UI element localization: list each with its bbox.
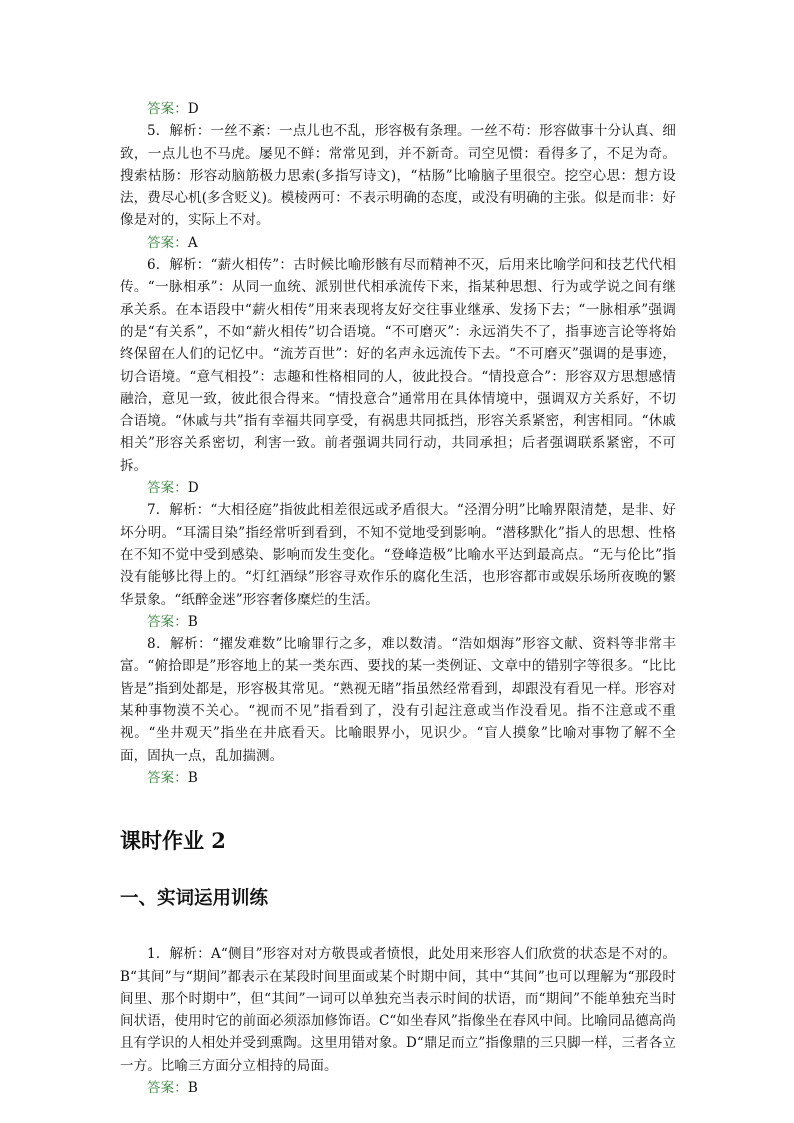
answer-line [120,767,676,789]
answer-value: A [187,234,198,251]
explanation-paragraph: 5．解析：一丝不紊：一点儿也不乱，形容极有条理。一丝不苟：形容做事十分认真、细致，一点儿也不马虎。屡见不鲜：常常见到，并不新奇。司空见惯：看得多了，不足为奇。搜索枯肠：形容动脑筋极力思索(多指写诗文)，“枯肠”比喻脑子里很空。挖空心思：想方设法，费尽心机(多含贬义)。模棱两可：不表示明确的态度，或没有明确的主张。似是而非：好像是对的，实际上不对。 [120,123,676,229]
answer-label: 答案： [147,480,188,497]
answer-value: B [187,613,198,630]
answer-label: 答案： [147,1079,188,1096]
explanation-paragraph: 1．解析：A“侧目”形容对对方敬畏或者愤恨，此处用来形容人们欣赏的状态是不对的。B“其间”与“期间”都表示在某段时间里面或某个时期中间，其中“其间”也可以理解为“那段时间里、那个时期中”，但“其间”一词可以单独充当表示时间的状语，而“期间”不能单独充当时间状语，使用时它的前面必须添加修饰语。C“如坐春风”指像坐在春风中间。比喻同品德高尚且有学识的人相处并受到熏陶。这里用错对象。D“鼎足而立”指像鼎的三只脚一样，三者各立一方。比喻三方面分立相持的局面。 [120,946,676,1074]
answer-line [120,98,676,120]
answer-value: B [187,769,198,786]
answer-label: 答案： [147,234,188,251]
section-heading: 一、实词运用训练 [120,888,269,910]
answer-value: B [187,1079,198,1096]
answer-value: D [187,101,199,117]
lesson-title: 课时作业 2 [120,828,226,854]
answer-line [120,611,676,633]
answer-line [120,232,676,254]
document-content [120,98,676,1099]
answer-label: 答案： [147,613,188,630]
answer-value: D [187,480,199,497]
explanation-paragraph: 8．解析：“擢发难数”比喻罪行之多，难以数清。“浩如烟海”形容文献、资料等非常丰富。“俯拾即是”形容地上的某一类东西、要找的某一类例证、文章中的错别字等很多。“比比皆是”指到处都是，形容极其常见。“熟视无睹”指虽然经常看到，却跟没有看见一样。形容对某种事物漠不关心。“视而不见”指看到了，没有引起注意或当作没看见。指不注意或不重视。“坐井观天”指坐在井底看天。比喻眼界小，见识少。“盲人摸象”比喻对事物了解不全面，固执一点，乱加揣测。 [120,636,676,764]
answer-label: 答案： [147,101,188,117]
explanation-paragraph: 6．解析：“薪火相传”：古时候比喻形骸有尽而精神不灭，后用来比喻学问和技艺代代相传。“一脉相承”：从同一血统、派别世代相承流传下来，指某种思想、行为或学说之间有继承关系。在本语段中“薪火相传”用来表现将友好交往事业继承、发扬下去；“一脉相承”强调的是“有关系”，不如“薪火相传”切合语境。“不可磨灭”：永远消失不了，指事迹言论等将始终保留在人们的记忆中。“流芳百世”：好的名声永远流传下去。“不可磨灭”强调的是事迹，切合语境。“意气相投”：志趣和性格相同的人，彼此投合。“情投意合”：形容双方思想感情融洽，意见一致，彼此很合得来。“情投意合”通常用在具体情境中，强调双方关系好，不切合语境。“休戚与共”指有幸福共同享受，有祸患共同抵挡，形容关系紧密，利害相同。“休戚相关”形容关系密切，利害一致。前者强调共同行动，共同承担；后者强调联系紧密，不可拆。 [120,257,676,474]
explanation-paragraph: 7．解析：“大相径庭”指彼此相差很远或矛盾很大。“泾渭分明”比喻界限清楚，是非、好坏分明。“耳濡目染”指经常听到看到，不知不觉地受到影响。“潜移默化”指人的思想、性格在不知不觉中受到感染、影响而发生变化。“登峰造极”比喻水平达到最高点。“无与伦比”指没有能够比得上的。“灯红酒绿”形容寻欢作乐的腐化生活，也形容都市或娱乐场所夜晚的繁华景象。“纸醉金迷”形容奢侈糜烂的生活。 [120,502,676,608]
answer-line [120,477,676,499]
answer-label: 答案： [147,769,188,786]
answer-line [120,1077,676,1099]
